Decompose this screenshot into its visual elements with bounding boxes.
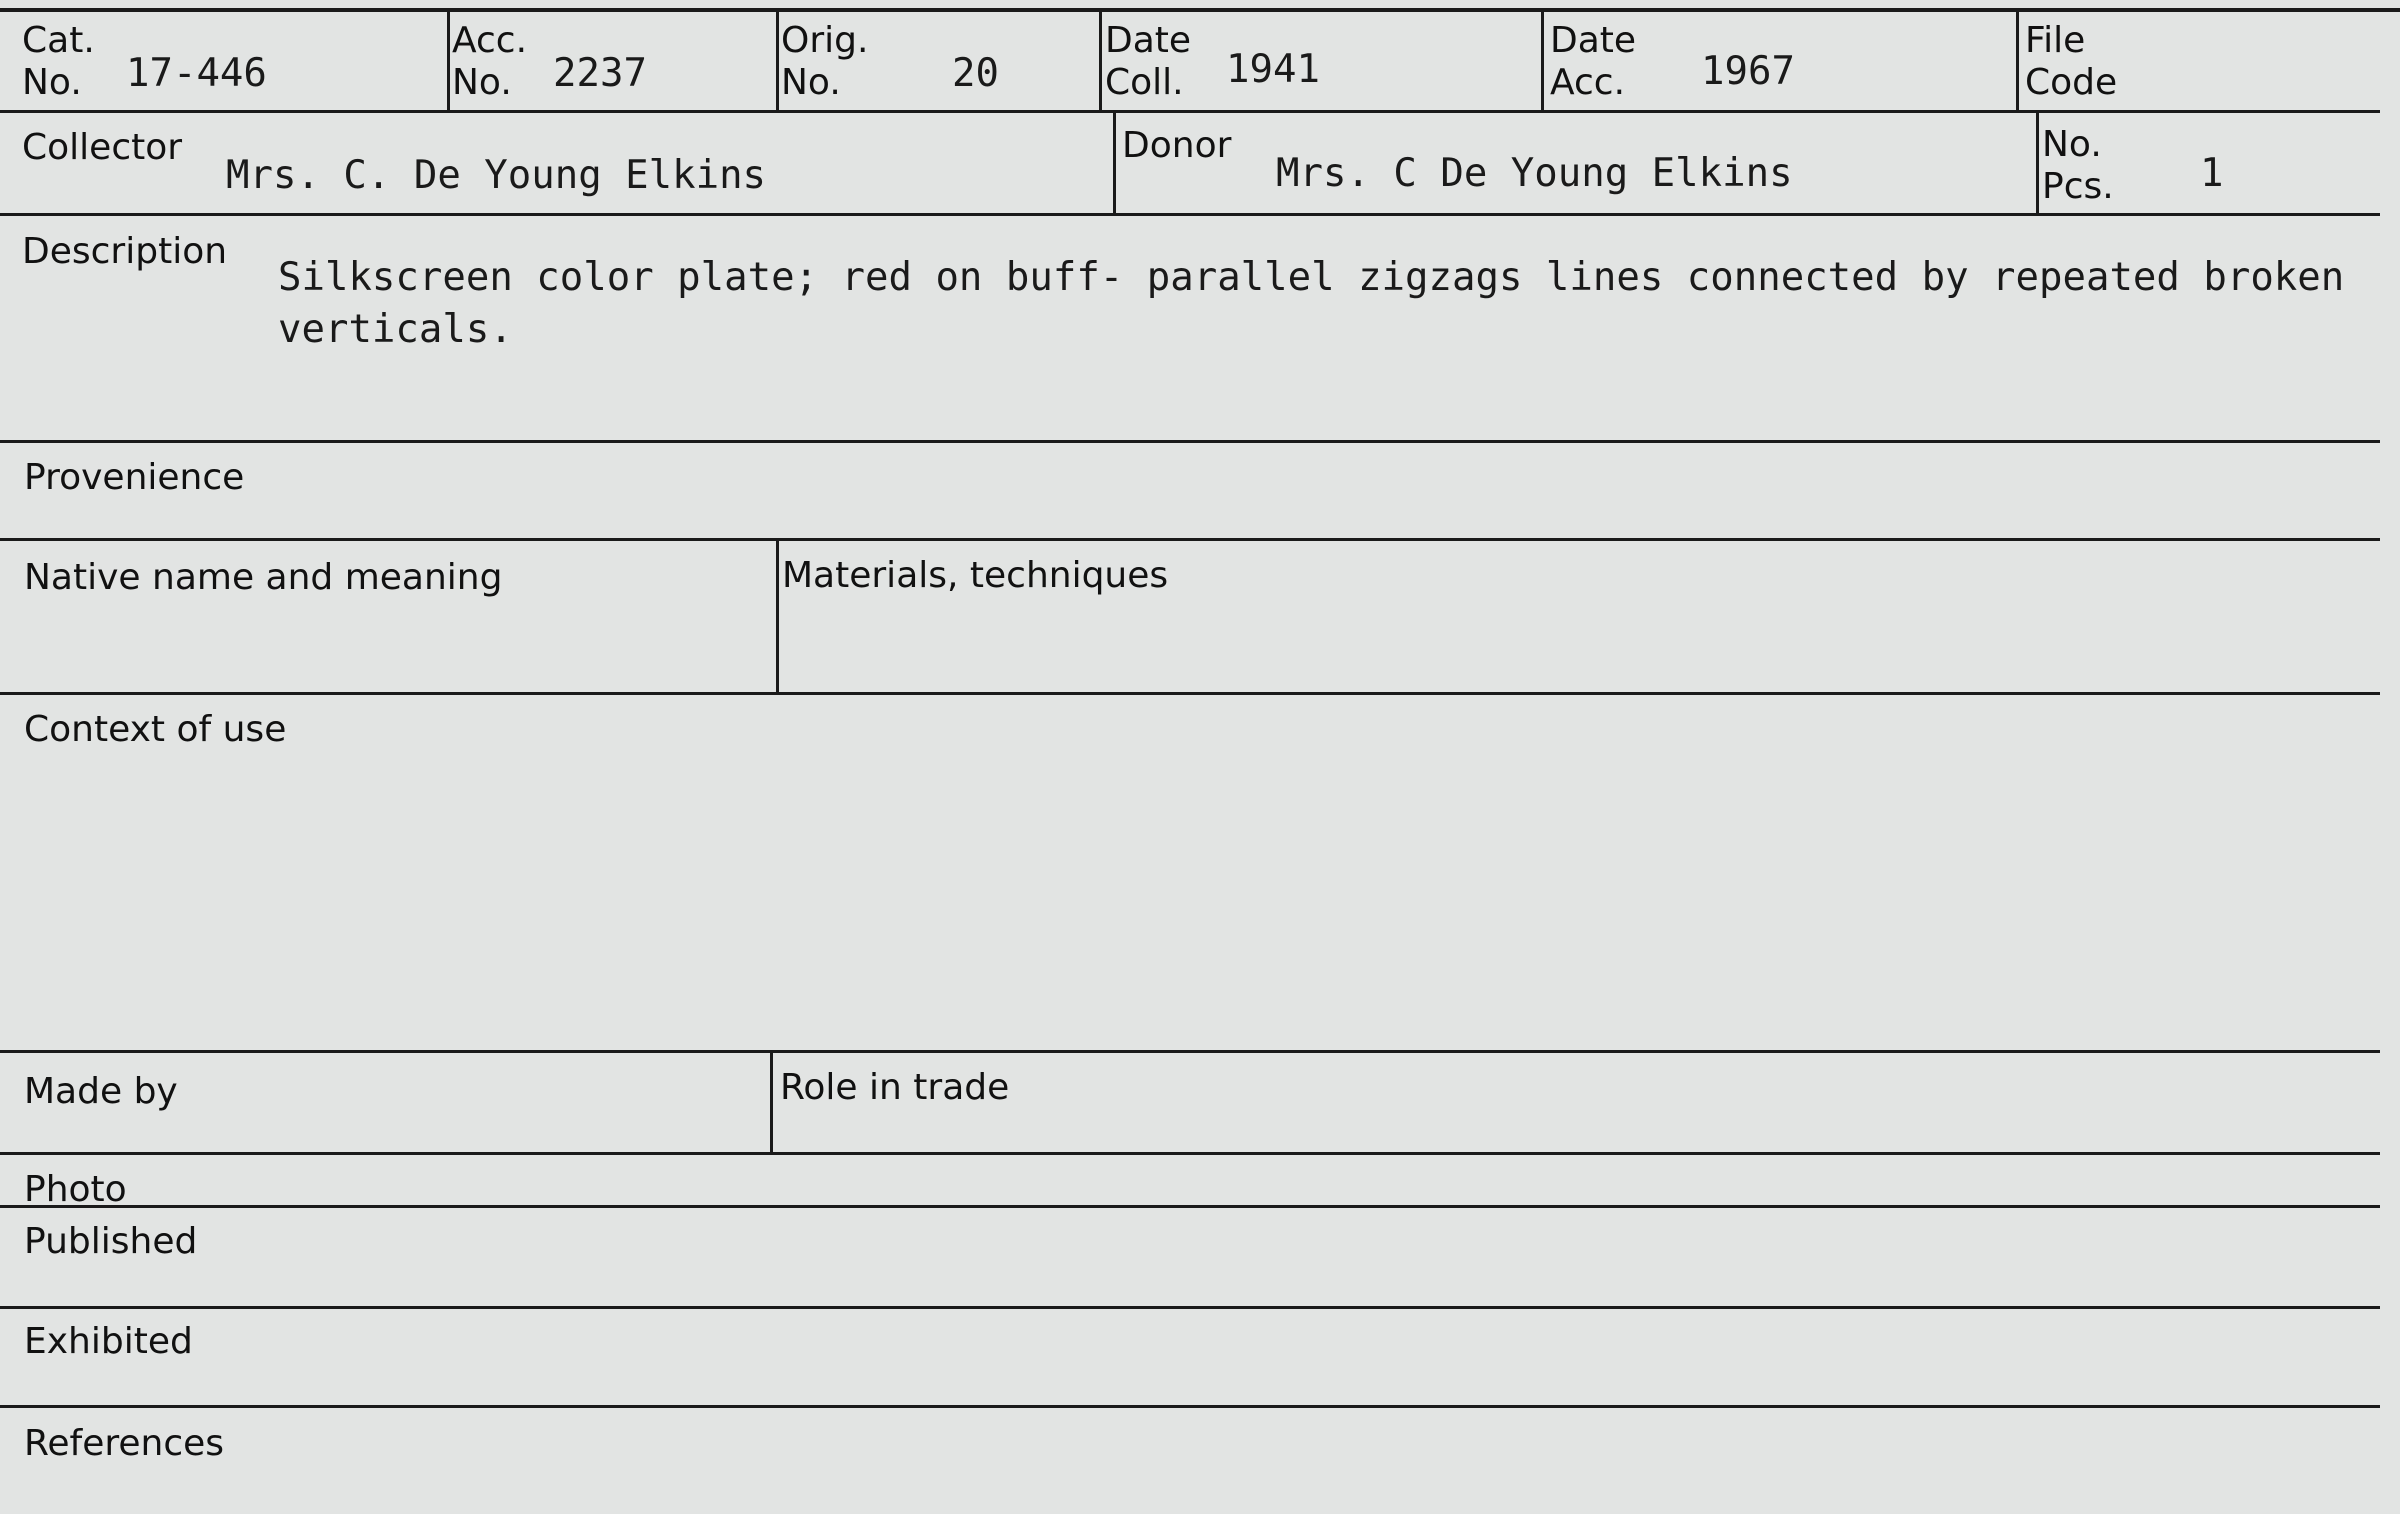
acc-no-label [452,20,527,104]
date-coll-label-line1: Date [1105,20,1192,61]
file-code-label-line1: File [2025,20,2086,61]
description-label: Description [22,231,228,272]
date-acc-value: 1967 [1701,49,1795,94]
top-rule [0,8,2400,12]
acc-label-line1: Acc. [452,20,528,61]
provenience-label: Provenience [24,457,245,498]
vrule-header-2 [776,10,779,112]
exhibited-label: Exhibited [24,1321,193,1362]
file-code-label [2025,20,2117,104]
date-coll-label-line2: Coll. [1105,62,1184,103]
orig-no-value: 20 [952,51,999,96]
pcs-value: 1 [2200,151,2224,196]
cat-no-value: 17-446 [126,51,267,96]
vrule-row2-2 [2036,112,2039,215]
context-label: Context of use [24,709,287,750]
cat-label-line1: Cat. [22,20,95,61]
rule-header-bottom [0,110,2380,113]
collector-value: Mrs. C. De Young Elkins [226,153,767,198]
published-label: Published [24,1221,198,1262]
references-label: References [24,1423,225,1464]
rule-row2-bottom [0,213,2380,216]
description-value: Silkscreen color plate; red on buff- parallel zigzags lines connected by repeated broken verticals. [278,255,2345,352]
rule-provenience-bottom [0,538,2380,541]
orig-label-line1: Orig. [781,20,869,61]
vrule-header-1 [447,10,450,112]
donor-value: Mrs. C De Young Elkins [1276,151,1793,196]
date-acc-label-line2: Acc. [1550,62,1626,103]
cat-label-line2: No. [22,62,82,103]
pcs-label [2042,124,2114,208]
collector-label: Collector [22,127,183,168]
orig-label-line2: No. [781,62,841,103]
donor-label: Donor [1122,125,1232,166]
vrule-row2-1 [1113,112,1116,215]
made-by-label: Made by [24,1071,178,1112]
cat-no-label [22,20,95,104]
vrule-header-3 [1099,10,1102,112]
vrule-header-4 [1541,10,1544,112]
role-label: Role in trade [780,1067,1010,1108]
file-code-label-line2: Code [2025,62,2118,103]
date-coll-value: 1941 [1226,47,1320,92]
materials-label: Materials, techniques [782,555,1169,596]
photo-label: Photo [24,1169,127,1210]
pcs-label-line1: No. [2042,124,2102,165]
vrule-native [776,540,779,694]
date-acc-label [1550,20,1636,104]
acc-no-value: 2237 [553,51,647,96]
date-acc-label-line1: Date [1550,20,1637,61]
vrule-madeby [770,1052,773,1154]
acc-label-line2: No. [452,62,512,103]
vrule-header-5 [2016,10,2019,112]
pcs-label-line2: Pcs. [2042,166,2114,207]
rule-description-bottom [0,440,2380,443]
date-coll-label [1105,20,1191,104]
rule-exhibited-bottom [0,1405,2380,1408]
rule-photo-bottom [0,1205,2380,1208]
orig-no-label [781,20,868,104]
native-name-label: Native name and meaning [24,557,503,598]
rule-native-bottom [0,692,2380,695]
rule-published-bottom [0,1306,2380,1309]
rule-madeby-bottom [0,1152,2380,1155]
rule-context-bottom [0,1050,2380,1053]
